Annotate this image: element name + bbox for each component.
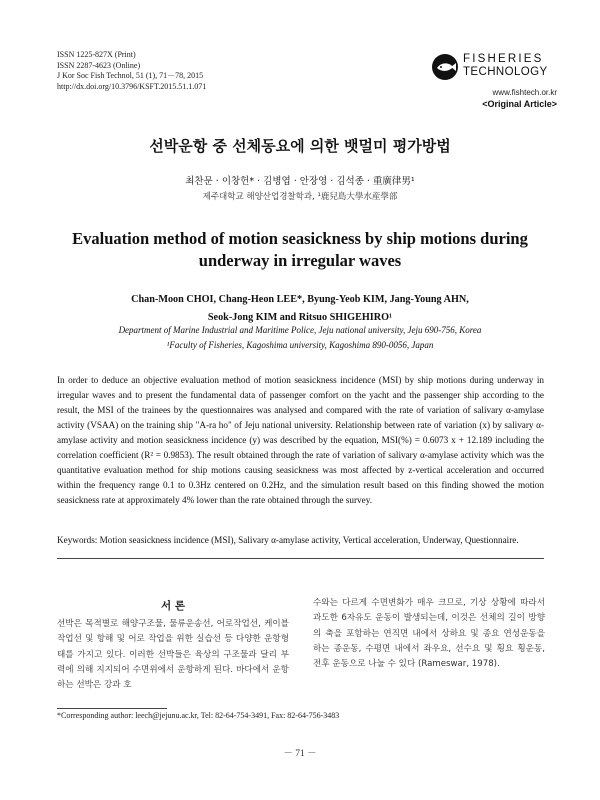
journal-meta: [57, 50, 206, 92]
citation: J Kor Soc Fish Technol, 51 (1), 71－78, 2015: [57, 71, 204, 80]
affiliation-line1: Department of Marine Industrial and Maritime Police, Jeju national university, Jeju 690-756, Korea: [118, 325, 482, 335]
journal-url[interactable]: www.fishtech.or.kr: [492, 88, 557, 97]
intro-column-right: [313, 596, 545, 672]
section-divider: [57, 558, 544, 559]
doi-link[interactable]: http://dx.doi.org/10.3796/KSFT.2015.51.1.071: [57, 81, 207, 91]
intro-heading: 서 론: [161, 600, 185, 612]
corresponding-author-footnote: *Corresponding author: leech@jejunu.ac.kr, Tel: 82-64-754-3491, Fax: 82-64-756-3483: [57, 711, 340, 720]
korean-title: 선박운항 중 선체동요에 의한 뱃멀미 평가방법: [149, 137, 451, 155]
logo-line2: TECHNOLOGY: [463, 66, 548, 78]
authors-line1: Chan-Moon CHOI, Chang-Heon LEE*, Byung-Yeob KIM, Jang-Young AHN,: [131, 294, 469, 305]
intro-column-left: [57, 598, 289, 693]
footnote-rule: [57, 708, 167, 709]
english-authors: [0, 291, 600, 327]
logo-line1: FISHERIES: [463, 53, 544, 65]
article-type: <Original Article>: [482, 99, 557, 109]
english-title: Evaluation method of motion seasickness by ship motions during underway in irregular waves: [72, 229, 528, 270]
korean-affiliation: 제주대학교 해양산업경찰학과, ¹鹿兒島大學水産學部: [202, 192, 398, 202]
intro-text-right: 수와는 다르게 수면변화가 매우 크므로, 기상 상황에 따라서 과도한 6자유도 운동이 발생되는데, 이것은 선체의 길이 방향의 축을 포함하는 연직면 내에서 상하요 및 종요 연성운동을 하는 종운동, 수평면 내에서 좌우요, 선수요 및 횡요 횡운동, 전후 운동으로 나눌 수 있다 (Rameswar, 1978).: [313, 598, 545, 670]
intro-text-left: 선박은 목적별로 해양구조물, 물류운송선, 어로작업선, 케이블 작업선 및 항해 및 어로 작업을 위한 실습선 등 다양한 운항형태를 가지고 있다. 이러한 선박들은 육상의 구조물과 달리 부력에 의해 지지되어 수면위에서 운항하게 된다. 바다에서 운항하는 선박은 강과 호: [57, 619, 289, 691]
fish-emblem-icon: [432, 54, 458, 80]
issn-online: ISSN 2287-4623 (Online): [57, 60, 141, 70]
page-number: － 71 －: [283, 749, 317, 759]
korean-authors: 최찬문 · 이창헌* · 김병엽 · 안장영 · 김석종 · 重廣律男¹: [185, 176, 415, 187]
abstract: In order to deduce an objective evaluation method of motion seasickness incidence (MSI) by ship motions during underway in irregular waves and to present the fundamental data of passenger comfort on the yacht and the passenger ship according to the result, the MSI of the trainees by the questionnaires was analysed and compared with the rate of variation of salivary α-amylase activity (VSAA) on the training ship "A-ra ho" of Jeju national university. Relationship between rate of variation (x) by salivary α-amylase activity and motion seasickness incidence (y) was described by the equation, MSI(%) = 0.6073 x + 12.189 including the correlation coefficient (R² = 0.9853). The result obtained through the rate of variation of salivary α-amylase activity which was the quantitative evaluation method for ship motions causing seasickness was most affected by z-vertical acceleration and occurred within the frequency range 0.1 to 0.3Hz centered on 0.2Hz, and the simulation result based on this finding showed the motion seasickness rate at approximately 4% lower than the rate obtained through the survey.: [57, 375, 544, 505]
authors-line2: Seok-Jong KIM and Ritsuo SHIGEHIRO¹: [207, 312, 393, 323]
journal-logo: [432, 52, 557, 109]
issn-print: ISSN 1225-827X (Print): [57, 50, 136, 59]
english-affiliations: [0, 323, 600, 353]
affiliation-line2: ¹Faculty of Fisheries, Kagoshima university, Kagoshima 890-0056, Japan: [166, 340, 434, 350]
keywords: Keywords: Motion seasickness incidence (MSI), Salivary α-amylase activity, Vertical acceleration, Underway, Questionnaire.: [57, 535, 519, 545]
